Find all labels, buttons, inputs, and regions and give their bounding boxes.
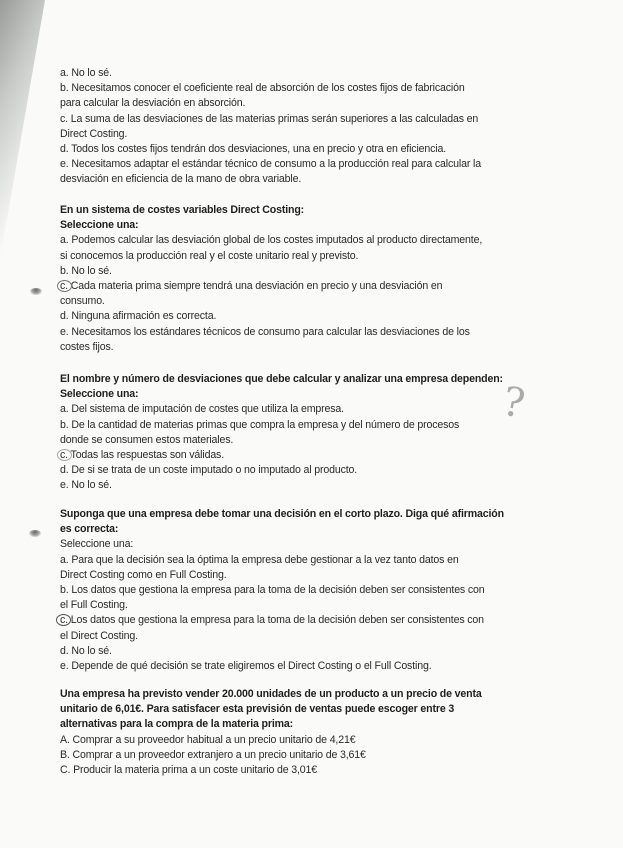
handwritten-circle-mark [56, 614, 71, 626]
option-a-cont: Direct Costing como en Full Costing. [60, 568, 227, 581]
question-raw-material-alternatives [60, 687, 540, 778]
option-b-cont: donde se consumen estos materiales. [60, 433, 234, 446]
option-a-cont: si conocemos la producción real y el coste unitario real y previsto. [60, 249, 359, 262]
option-c: c. Todas las respuestas son válidas. [60, 449, 224, 462]
question-direct-costing [60, 203, 540, 355]
option-d: d. No lo sé. [60, 644, 112, 657]
option-line: Direct Costing. [60, 127, 128, 140]
option-line: b. Necesitamos conocer el coeficiente real de absorción de los costes fijos de fabricación [60, 82, 465, 95]
option-e-cont: costes fijos. [60, 340, 114, 353]
scan-shadow [0, 0, 60, 300]
question-short-term-decision [60, 507, 540, 674]
option-a: a. Para que la decisión sea la óptima la empresa debe gestionar a la vez tanto datos en [60, 553, 459, 566]
option-c: c. Los datos que gestiona la empresa para la toma de la decisión deben ser consistentes con [60, 614, 484, 627]
option-c-cont: el Direct Costing. [60, 629, 138, 642]
alternative-a: A. Comprar a su proveedor habitual a un precio unitario de 4,21€ [60, 733, 356, 746]
option-d: d. De si se trata de un coste imputado o no imputado al producto. [60, 464, 358, 477]
option-e: e. Depende de qué decisión se trate eligiremos el Direct Costing o el Full Costing. [60, 660, 432, 673]
punch-hole-mark [30, 288, 42, 295]
option-e: e. Necesitamos los estándares técnicos de consumo para calcular las desviaciones de los [60, 325, 470, 338]
option-b-cont: el Full Costing. [60, 599, 128, 612]
option-line: a. No lo sé. [60, 67, 112, 79]
alternative-b: B. Comprar a un proveedor extranjero a un precio unitario de 3,61€ [60, 748, 366, 761]
option-line: para calcular la desviación en absorción. [60, 97, 246, 110]
option-c-cont: consumo. [60, 295, 105, 308]
question-title: Una empresa ha previsto vender 20.000 unidades de un producto a un precio de venta [60, 688, 482, 700]
punch-hole-mark [29, 530, 41, 537]
option-e: e. No lo sé. [60, 479, 112, 492]
option-b: b. Los datos que gestiona la empresa para la toma de la decisión deben ser consistentes con [60, 584, 485, 597]
option-line: e. Necesitamos adaptar el estándar técnico de consumo a la producción real para calcular la [60, 158, 481, 171]
question-prompt: Seleccione una: [60, 538, 134, 551]
question-title: Suponga que una empresa debe tomar una decisión en el corto plazo. Diga qué afirmación [60, 508, 504, 520]
question-deviations [60, 372, 540, 494]
question-title-cont: unitario de 6,01€. Para satisfacer esta previsión de ventas puede escoger entre 3 [60, 703, 455, 716]
option-b: b. No lo sé. [60, 264, 112, 277]
question-title-cont: es correcta: [60, 523, 119, 536]
question-prompt: Seleccione una: [60, 219, 139, 232]
option-line: d. Todos los costes fijos tendrán dos desviaciones, una en precio y otra en eficiencia. [60, 143, 447, 156]
question-title: En un sistema de costes variables Direct Costing: [60, 204, 305, 216]
option-d: d. Ninguna afirmación es correcta. [60, 310, 217, 323]
previous-question-options [60, 66, 540, 188]
option-b: b. De la cantidad de materias primas que compra la empresa y del número de procesos [60, 418, 460, 431]
alternative-c: C. Producir la materia prima a un coste unitario de 3,01€ [60, 764, 318, 777]
option-c: c. Cada materia prima siempre tendrá una desviación en precio y una desviación en [60, 280, 443, 293]
question-title: El nombre y número de desviaciones que debe calcular y analizar una empresa dependen: [60, 373, 503, 385]
handwritten-circle-mark [57, 280, 72, 292]
handwritten-question-mark: ? [499, 378, 529, 428]
option-line: desviación en eficiencia de la mano de obra variable. [60, 173, 302, 186]
handwritten-circle-mark [57, 449, 72, 461]
option-a: a. Podemos calcular las desviación global de los costes imputados al producto directamente, [60, 234, 483, 247]
option-line: c. La suma de las desviaciones de las materias primas serán superiores a las calculadas en [60, 112, 479, 125]
question-title-cont: alternativas para la compra de la materia prima: [60, 718, 294, 731]
option-a: a. Del sistema de imputación de costes que utiliza la empresa. [60, 403, 344, 416]
question-prompt: Seleccione una: [60, 388, 139, 401]
